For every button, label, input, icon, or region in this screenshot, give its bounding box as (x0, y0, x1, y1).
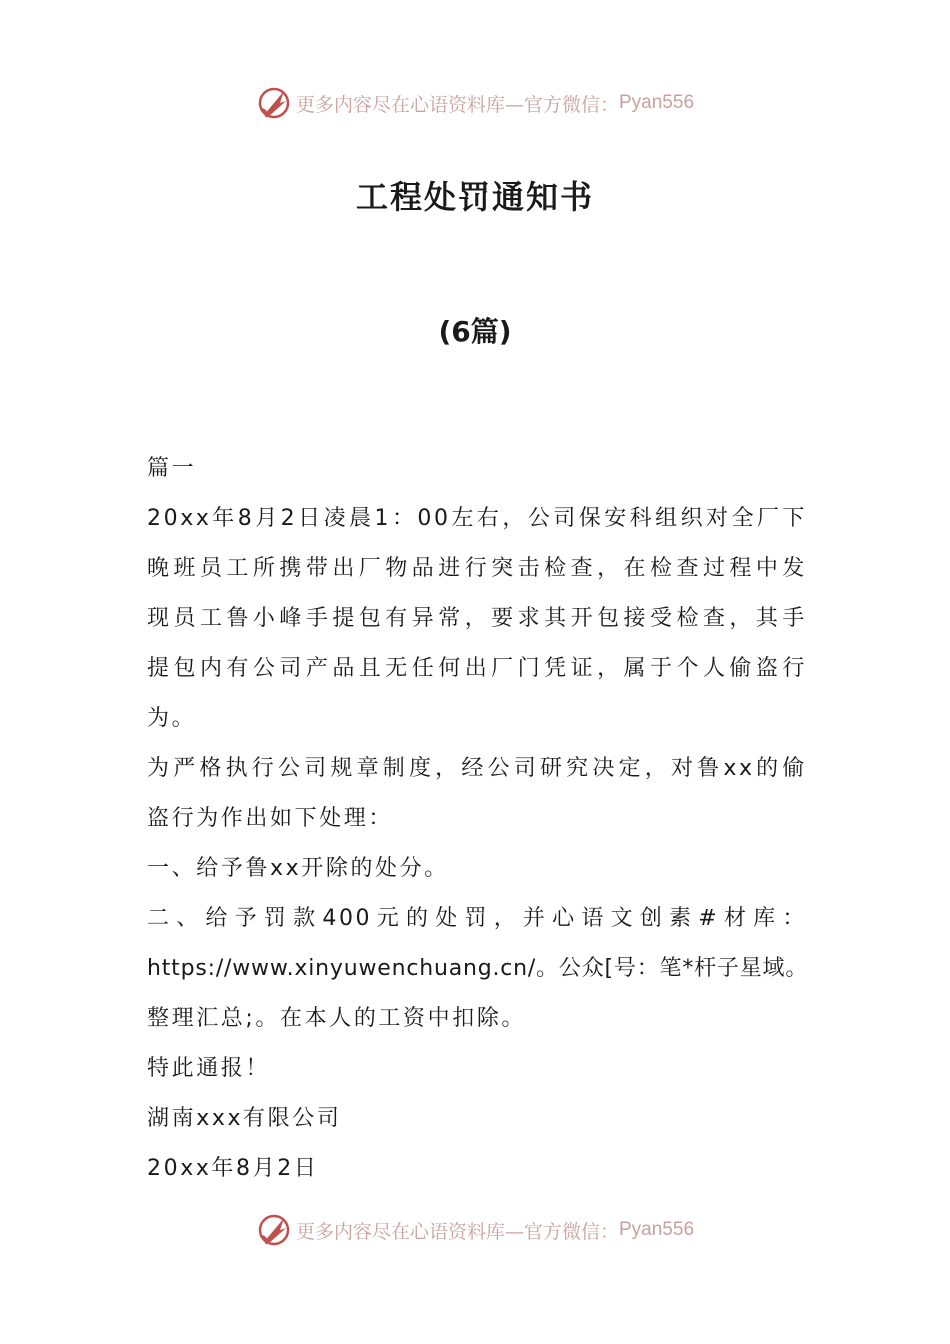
quill-logo-icon (256, 1212, 292, 1248)
list-item-continuation: 整理汇总;。在本人的工资中扣除。 (147, 1006, 527, 1031)
paragraph-line: 现员工鲁小峰手提包有异常，要求其开包接受检查，其手 (147, 606, 807, 631)
paragraph-line: 盗行为作出如下处理： (147, 806, 394, 831)
quill-logo-icon (256, 85, 292, 121)
paragraph-line: 20xx年8月2日凌晨1：00左右，公司保安科组织对全厂下 (147, 506, 807, 531)
document-body (147, 444, 807, 1194)
watermark-text: 更多内容尽在心语资料库—官方微信： (295, 93, 619, 116)
company-name: 湖南xxx有限公司 (147, 1106, 342, 1131)
watermark-wechat-id: Pyan556 (619, 1219, 695, 1240)
watermark-wechat-id: Pyan556 (619, 92, 695, 113)
paragraph-line: 晚班员工所携带出厂物品进行突击检查，在检查过程中发 (147, 556, 807, 581)
notice-text: 特此通报！ (147, 1056, 271, 1081)
header-watermark (0, 83, 950, 123)
paragraph-line: 为。 (147, 706, 197, 731)
list-item-continuation: https://www.xinyuwenchuang.cn/。公众[号：笔*杆子星域。 (147, 956, 809, 981)
document-subtitle: (6篇) (438, 315, 512, 348)
paragraph-line: 提包内有公司产品且无任何出厂门凭证，属于个人偷盗行 (147, 656, 807, 681)
paragraph-line: 为严格执行公司规章制度，经公司研究决定，对鲁xx的偷 (147, 756, 807, 781)
footer-watermark (0, 1210, 950, 1250)
list-item: 二、给予罚款400元的处罚，并心语文创素#材库： (147, 906, 807, 931)
document-date: 20xx年8月2日 (147, 1156, 319, 1181)
document-title: 工程处罚通知书 (355, 178, 594, 216)
section-heading: 篇一 (147, 456, 197, 481)
watermark-text: 更多内容尽在心语资料库—官方微信： (295, 1220, 619, 1243)
list-item: 一、给予鲁xx开除的处分。 (147, 856, 449, 881)
